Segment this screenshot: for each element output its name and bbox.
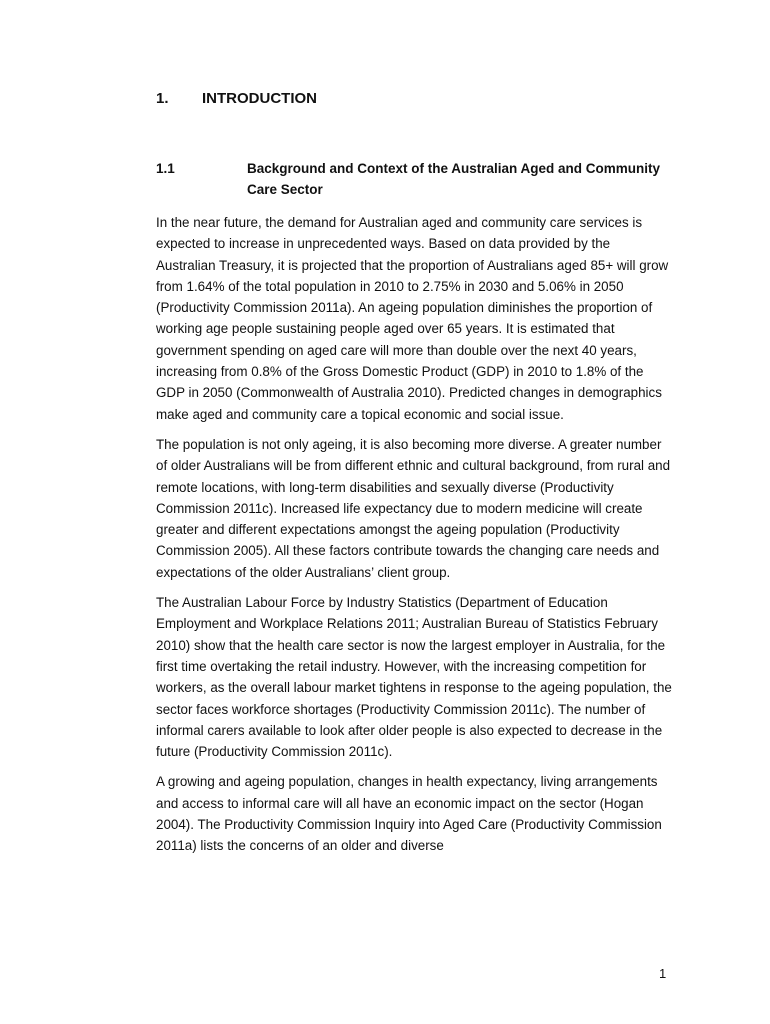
section-heading [156, 158, 687, 200]
paragraph: The Australian Labour Force by Industry Statistics (Department of Education Employment and Workplace Relations 2011; Australian Bureau of Statistics February 2010) show that the health care sector is now the largest employer in Australia, for the first time overtaking the retail industry. However, with the increasing competition for workers, as the overall labour market tightens in response to the ageing population, the sector faces workforce shortages (Productivity Commission 2011c). The number of informal carers available to look after older people is also expected to decrease in the future (Productivity Commission 2011c). [156, 595, 672, 760]
paragraph: The population is not only ageing, it is also becoming more diverse. A greater number of older Australians will be from different ethnic and cultural background, from rural and remote locations, with long-term disabilities and sexually diverse (Productivity Commission 2011c). Increased life expectancy due to modern medicine will create greater and different expectations amongst the ageing population (Productivity Commission 2005). All these factors contribute towards the changing care needs and expectations of the older Australians’ client group. [156, 436, 671, 580]
section-title: Background and Context of the Australian Aged and Community Care Sector [247, 161, 661, 197]
section-number: 1.1 [156, 161, 175, 176]
page-number: 1 [659, 966, 667, 981]
paragraph: In the near future, the demand for Australian aged and community care services is expected to increase in unprecedented ways. Based on data provided by the Australian Treasury, it is projected that the proportion of Australians aged 85+ will grow from 1.64% of the total population in 2010 to 2.75% in 2030 and 5.06% in 2050 (Productivity Commission 2011a). An ageing population diminishes the proportion of working age people sustaining people aged over 65 years. It is estimated that government spending on aged care will more than double over the next 40 years, increasing from 0.8% of the Gross Domestic Product (GDP) in 2010 to 1.8% of the GDP in 2050 (Commonwealth of Australia 2010). Predicted changes in demographics make aged and community care a topical economic and social issue. [156, 215, 669, 422]
chapter-heading [156, 89, 317, 109]
chapter-number: 1. [156, 90, 169, 107]
chapter-title: INTRODUCTION [202, 90, 317, 107]
paragraph: A growing and ageing population, changes in health expectancy, living arrangements and access to informal care will all have an economic impact on the sector (Hogan 2004). The Productivity Commission Inquiry into Aged Care (Productivity Commission 2011a) lists the concerns of an older and diverse [156, 774, 662, 854]
body-text [156, 212, 672, 866]
